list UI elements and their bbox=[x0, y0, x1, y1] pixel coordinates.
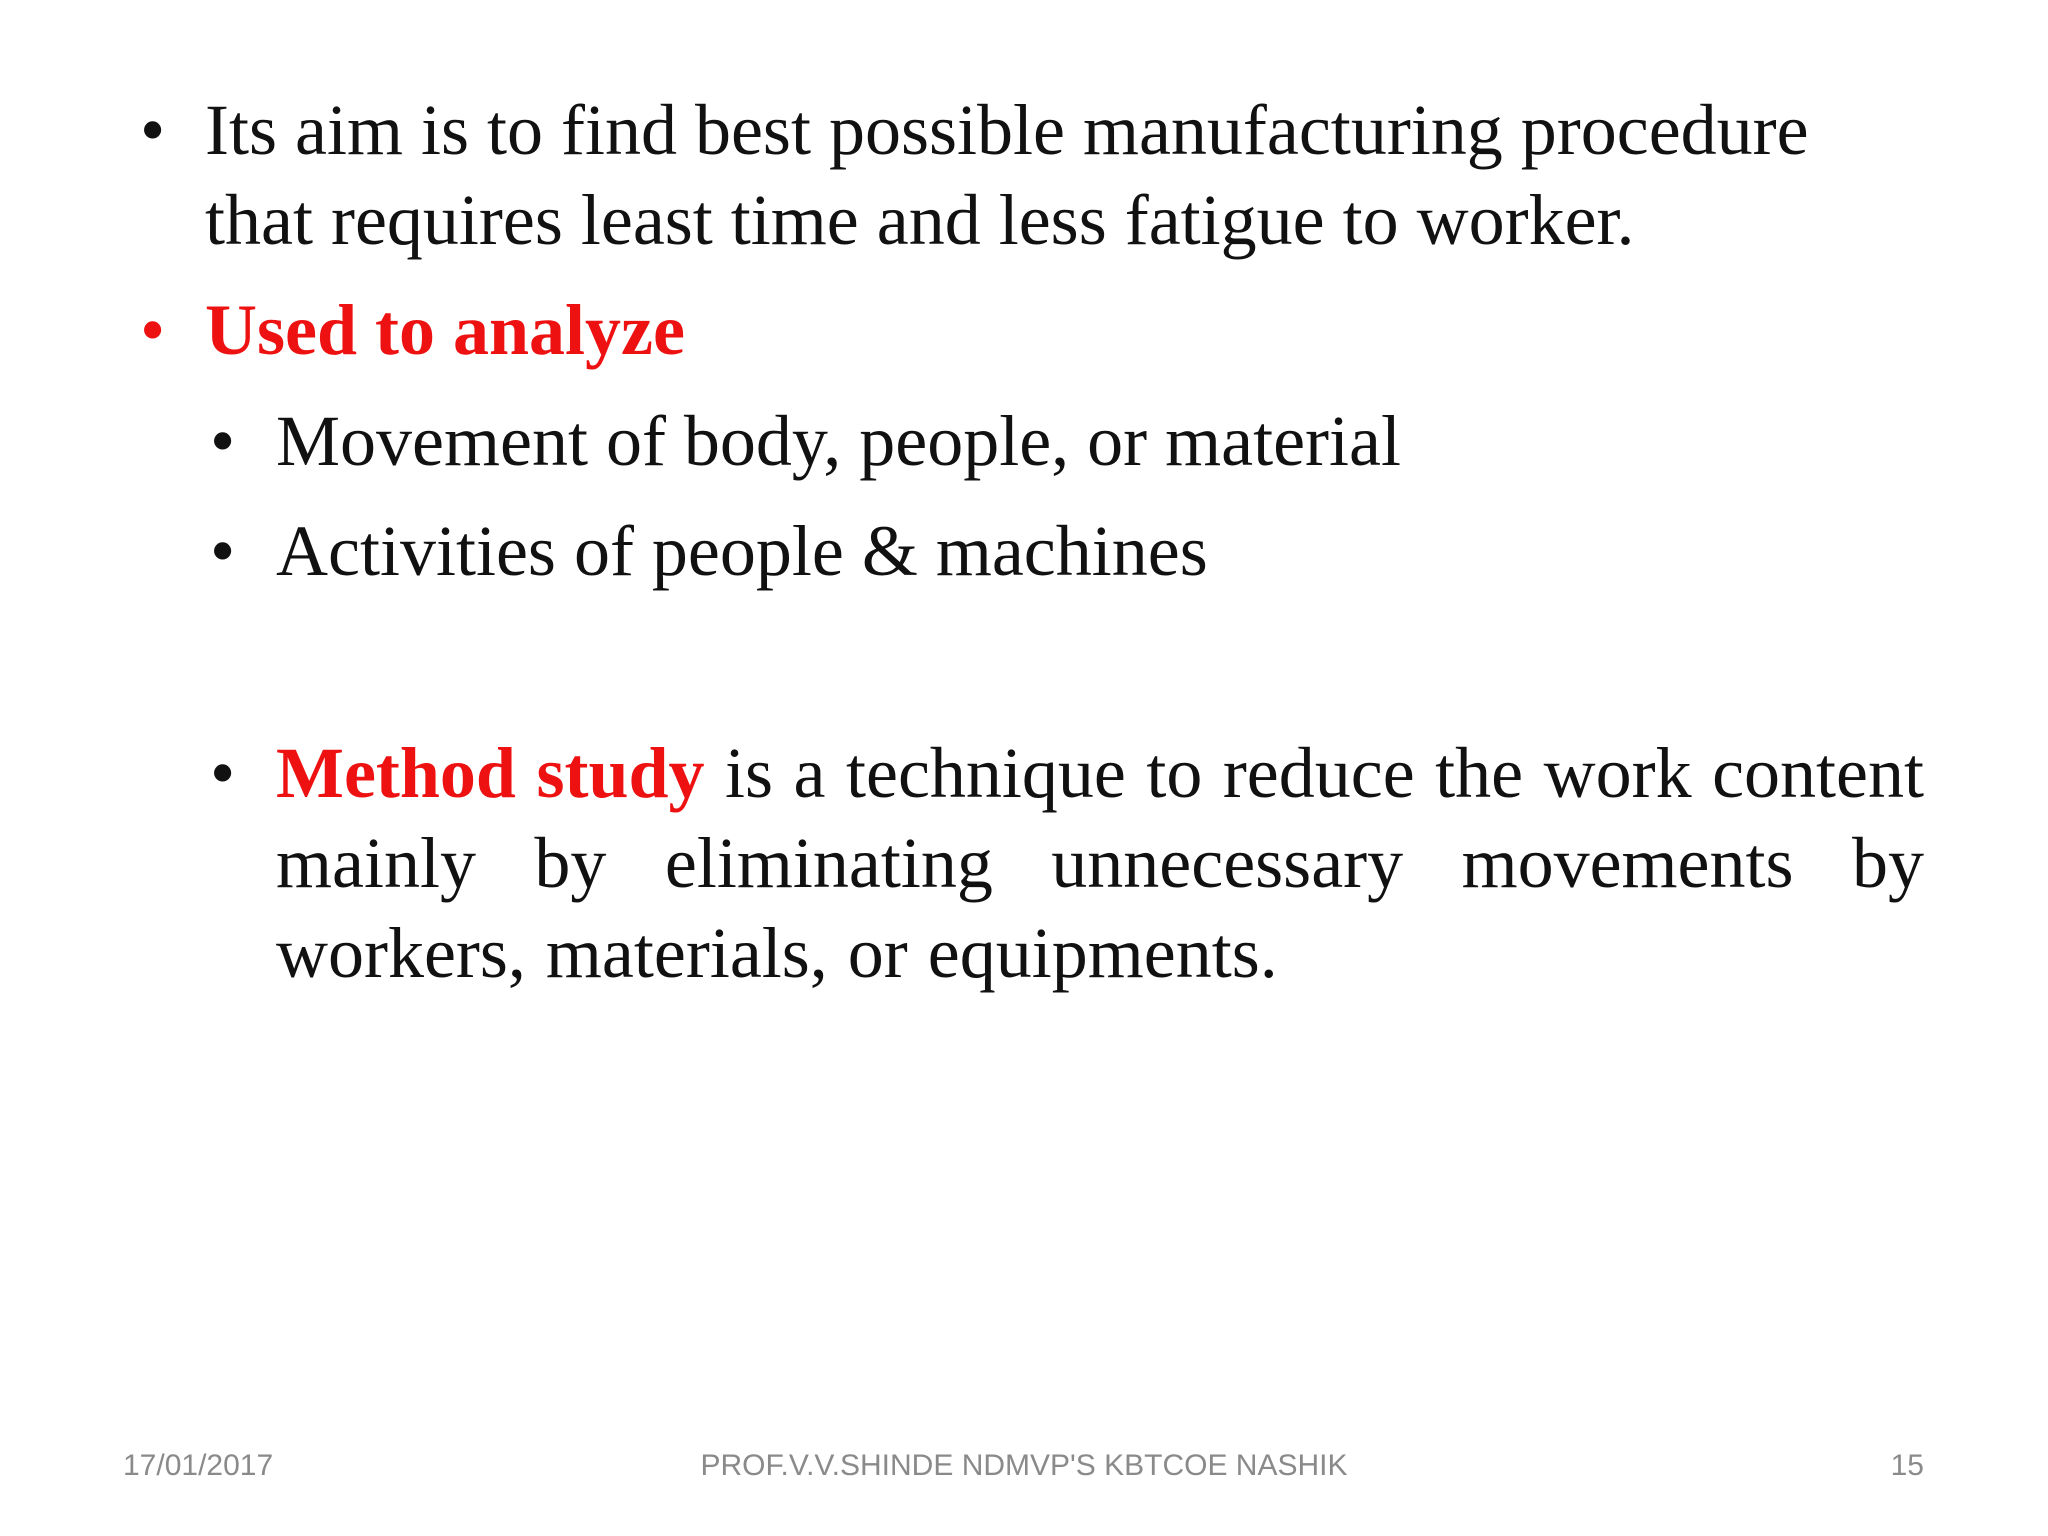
bullet-method-study bbox=[0, 728, 2048, 1008]
sub-bullet-activities-text: Activities of people & machines bbox=[276, 511, 1208, 591]
sub-bullet-activities bbox=[0, 506, 2048, 596]
bullet-symbol: • bbox=[140, 290, 166, 370]
footer-date: 17/01/2017 bbox=[123, 1449, 274, 1482]
footer-author: PROF.V.V.SHINDE NDMVP'S KBTCOE NASHIK bbox=[700, 1449, 1348, 1482]
bullet-symbol: • bbox=[210, 401, 236, 481]
bullet-symbol: • bbox=[210, 511, 236, 591]
bullet-aim-text: Its aim is to find best possible manufacturing procedure that requires least time and less fatigue to worker. bbox=[205, 90, 1809, 260]
sub-bullet-movement-text: Movement of body, people, or material bbox=[276, 401, 1401, 481]
bullet-symbol: • bbox=[140, 90, 166, 170]
bullet-method-study-text bbox=[276, 728, 1924, 998]
bullet-used-to-analyze-text: Used to analyze bbox=[205, 290, 685, 370]
bullet-aim bbox=[0, 85, 2048, 265]
bullet-symbol: • bbox=[210, 733, 236, 813]
footer-page-number: 15 bbox=[1890, 1449, 1924, 1482]
method-study-highlight: Method study bbox=[276, 733, 705, 813]
method-study-description: is a technique to reduce the work content mainly by eliminating unnecessary movements by workers, materials, or equipments. bbox=[276, 733, 1924, 993]
bullet-used-to-analyze bbox=[0, 285, 2048, 375]
sub-bullet-movement bbox=[0, 396, 2048, 486]
